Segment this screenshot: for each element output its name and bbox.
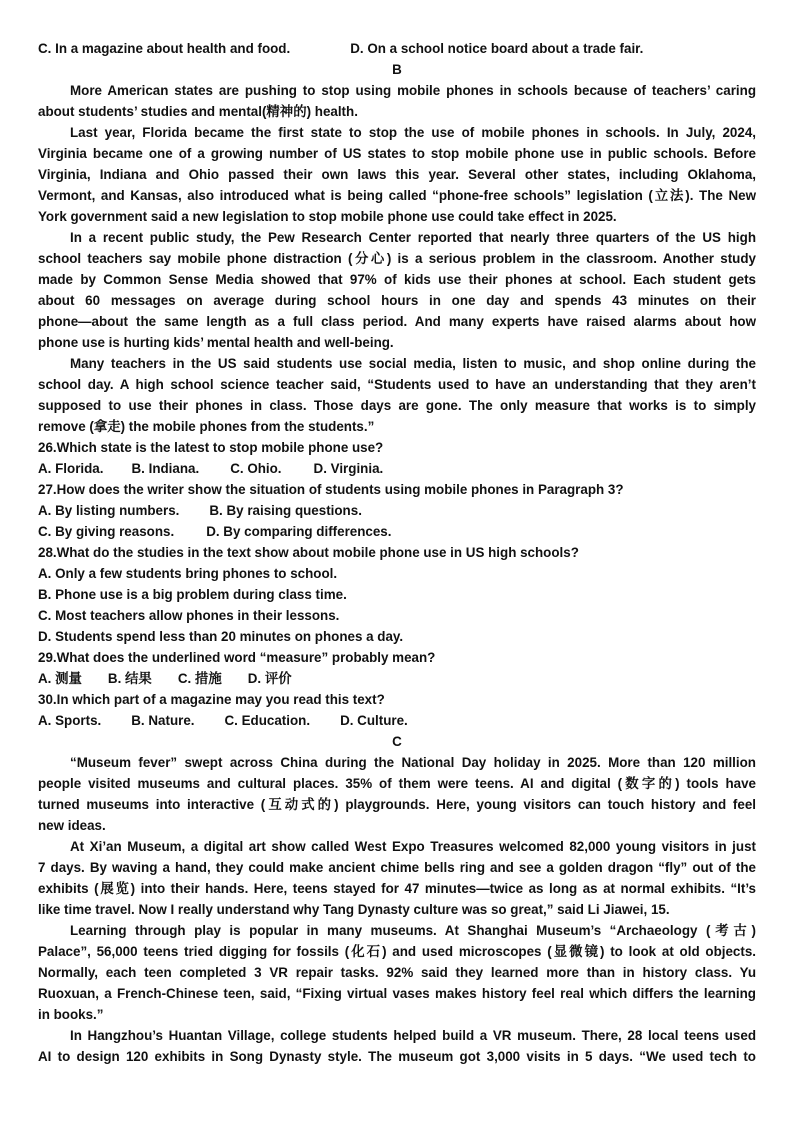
text-line: Virginia became one of a growing number of US states to stop mobile phone use in public schools. Before [38, 146, 756, 161]
text-line: D. Students spend less than 20 minutes on phones a day. [38, 629, 404, 644]
text-line: B. Phone use is a big problem during class time. [38, 587, 347, 602]
answer-option: D. Culture. [340, 713, 408, 728]
text-line: supposed to use their phones in class. Those days are gone. The only measure that works is to simply [38, 398, 756, 413]
text-line: 27.How does the writer show the situation of students using mobile phones in Paragraph 3? [38, 482, 624, 497]
text-line: made by Common Sense Media showed that 97% of kids use their phones at school. Each student gets [38, 272, 756, 287]
text-line: in books.” [38, 1007, 104, 1022]
answer-option: B. Indiana. [131, 461, 200, 476]
text-line: about students’ studies and mental(精神的) health. [38, 104, 358, 119]
answer-option: D. 评价 [247, 671, 292, 686]
answer-options-line [38, 668, 756, 689]
text-line: phone use is hurting kids’ mental health and well-being. [38, 335, 394, 350]
text-line: AI to design 120 exhibits in Song Dynasty style. The museum got 3,000 visits in 5 days. “We used tech to [38, 1049, 756, 1064]
text-line: In a recent public study, the Pew Research Center reported that nearly three quarters of the US high [70, 230, 756, 245]
text-line: “Museum fever” swept across China during the National Day holiday in 2025. More than 120 million [70, 755, 756, 770]
answer-options-line [38, 710, 756, 731]
answer-option: C. Ohio. [230, 461, 282, 476]
answer-option: D. Virginia. [313, 461, 384, 476]
answer-option: A. Sports. [38, 713, 102, 728]
answer-option: B. 结果 [107, 671, 152, 686]
text-line: Last year, Florida became the first state to stop the use of mobile phones in schools. In July, 2024, [70, 125, 756, 140]
answer-option: C. Education. [224, 713, 311, 728]
answer-options-line [38, 38, 756, 59]
text-line: Ruoxuan, a French-Chinese teen, said, “Fixing virtual vases makes history feel real which differs the learning [38, 986, 756, 1001]
text-line: Vermont, and Kansas, also introduced what is being called “phone-free schools” legislation (立法). The New [38, 188, 756, 203]
answer-option: A. By listing numbers. [38, 503, 180, 518]
text-line: C. Most teachers allow phones in their lessons. [38, 608, 340, 623]
document-body [38, 38, 756, 1067]
text-line: about 60 messages on average during school hours in one day and spends 43 minutes on their [38, 293, 756, 308]
text-line: 26.Which state is the latest to stop mobile phone use? [38, 440, 384, 455]
text-line: More American states are pushing to stop using mobile phones in schools because of teachers’ caring [70, 83, 756, 98]
answer-option: B. By raising questions. [209, 503, 362, 518]
answer-options-line [38, 458, 756, 479]
text-line: Learning through play is popular in many museums. At Shanghai Museum’s “Archaeology (考古) [70, 923, 756, 938]
answer-option: D. On a school notice board about a trade fair. [350, 41, 644, 56]
text-line: York government said a new legislation to stop mobile phone use could take effect in 2025. [38, 209, 617, 224]
answer-option: D. By comparing differences. [206, 524, 392, 539]
text-line: 28.What do the studies in the text show about mobile phone use in US high schools? [38, 545, 579, 560]
answer-option: C. By giving reasons. [38, 524, 175, 539]
text-line: Palace”, 56,000 teens tried digging for fossils (化石) and used microscopes (显微镜) to look at old objects. [38, 944, 756, 959]
text-line: Many teachers in the US said students use social media, listen to music, and shop online during the [70, 356, 756, 371]
answer-option: C. In a magazine about health and food. [38, 41, 291, 56]
section-heading: C [392, 734, 402, 749]
text-line: turned museums into interactive (互动式的) playgrounds. Here, young visitors can touch history and feel [38, 797, 756, 812]
text-line: At Xi’an Museum, a digital art show called West Expo Treasures welcomed 82,000 young visitors in just [70, 839, 756, 854]
text-line: A. Only a few students bring phones to school. [38, 566, 338, 581]
section-heading: B [392, 62, 402, 77]
text-line: In Hangzhou’s Huantan Village, college students helped build a VR museum. There, 28 local teens used [70, 1028, 756, 1043]
answer-option: B. Nature. [131, 713, 195, 728]
text-line: exhibits (展览) into their hands. Here, teens stayed for 47 minutes—twice as long as at normal exhibits. “It’s [38, 881, 756, 896]
answer-option: C. 措施 [177, 671, 222, 686]
answer-option: A. Florida. [38, 461, 104, 476]
text-line: school teachers say mobile phone distraction (分心) is a serious problem in the classroom. Another study [38, 251, 756, 266]
text-line: Virginia, Indiana and Ohio passed their own laws this year. Several other states, including Oklahoma, [38, 167, 756, 182]
text-line: remove (拿走) the mobile phones from the students.” [38, 419, 375, 434]
text-line: 7 days. By waving a hand, they could make ancient chime bells ring and see a golden dragon “fly” out of the [38, 860, 756, 875]
text-line: 30.In which part of a magazine may you read this text? [38, 692, 385, 707]
answer-option: A. 测量 [38, 671, 82, 686]
text-line: school day. A high school science teacher said, “Students used to have an understanding that they aren’t [38, 377, 756, 392]
answer-options-line [38, 521, 756, 542]
answer-options-line [38, 500, 756, 521]
text-line: like time travel. Now I really understand why Tang Dynasty culture was so great,” said Li Jiawei, 15. [38, 902, 670, 917]
text-line: phone—about the same length as a full class period. And many experts have raised alarms about how [38, 314, 756, 329]
text-line: 29.What does the underlined word “measure” probably mean? [38, 650, 436, 665]
text-line: new ideas. [38, 818, 106, 833]
text-line: Normally, each teen completed 3 VR repair tasks. 92% said they learned more than in history class. Yu [38, 965, 756, 980]
text-line: people visited museums and cultural places. 35% of them were teens. AI and digital (数字的) tools have [38, 776, 756, 791]
